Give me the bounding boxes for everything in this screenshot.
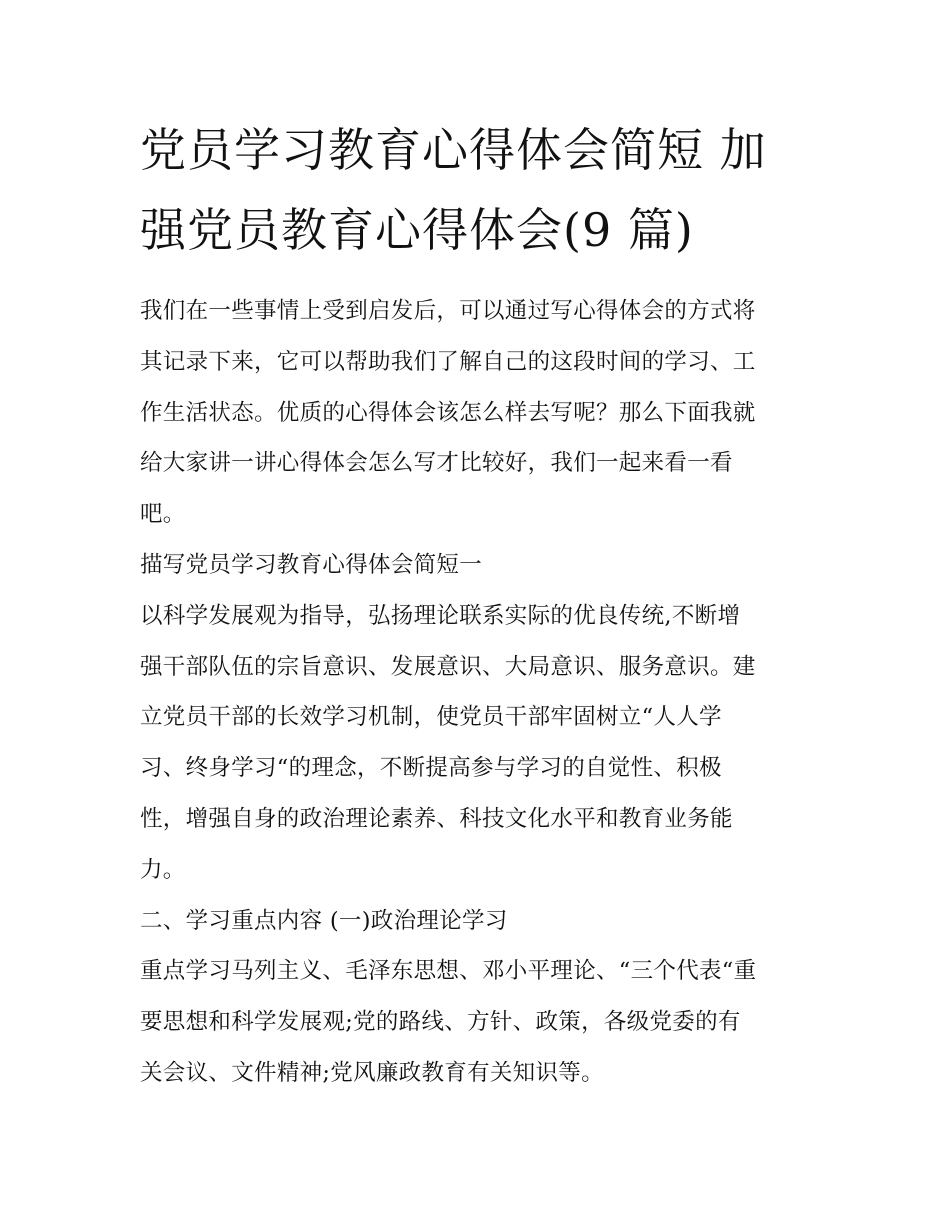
text-line: 作生活状态。优质的心得体会该怎么样去写呢？那么下面我就 — [140, 399, 756, 426]
text-line: 吧。 — [140, 501, 186, 528]
text-line: 其记录下来，它可以帮助我们了解自己的这段时间的学习、工 — [140, 348, 756, 375]
text-line: 我们在一些事情上受到启发后，可以通过写心得体会的方式将 — [140, 298, 756, 324]
text-line: 以科学发展观为指导，弘扬理论联系实际的优良传统,不断增 — [140, 602, 741, 629]
document-title — [140, 110, 812, 270]
content-paragraph — [140, 946, 812, 1098]
document-page — [140, 110, 812, 1099]
intro-paragraph — [140, 286, 812, 540]
text-line: 给大家讲一讲心得体会怎么写才比较好，我们一起来看一看 — [140, 450, 733, 477]
text-line: 强干部队伍的宗旨意识、发展意识、大局意识、服务意识。建 — [140, 653, 756, 680]
text-line: 习、终身学习“的理念，不断提高参与学习的自觉性、积极 — [140, 755, 722, 782]
text-line: 重点学习马列主义、毛泽东思想、邓小平理论、“三个代表“重 — [140, 958, 757, 985]
text-line: 关会议、文件精神;党风廉政教育有关知识等。 — [140, 1059, 604, 1086]
text-line: 性，增强自身的政治理论素养、科技文化水平和教育业务能 — [140, 805, 733, 832]
body-paragraph — [140, 591, 812, 896]
title-line: 强党员教育心得体会(9 篇) — [140, 203, 694, 257]
subheading: 二、学习重点内容 (一)政治理论学习 — [140, 907, 508, 934]
text-line: 立党员干部的长效学习机制，使党员干部牢固树立“人人学 — [140, 704, 722, 731]
section-heading: 描写党员学习教育心得体会简短一 — [140, 551, 483, 578]
text-line: 要思想和科学发展观;党的路线、方针、政策，各级党委的有 — [140, 1009, 741, 1036]
text-line: 力。 — [140, 856, 186, 883]
title-line: 党员学习教育心得体会简短 加 — [140, 123, 767, 177]
